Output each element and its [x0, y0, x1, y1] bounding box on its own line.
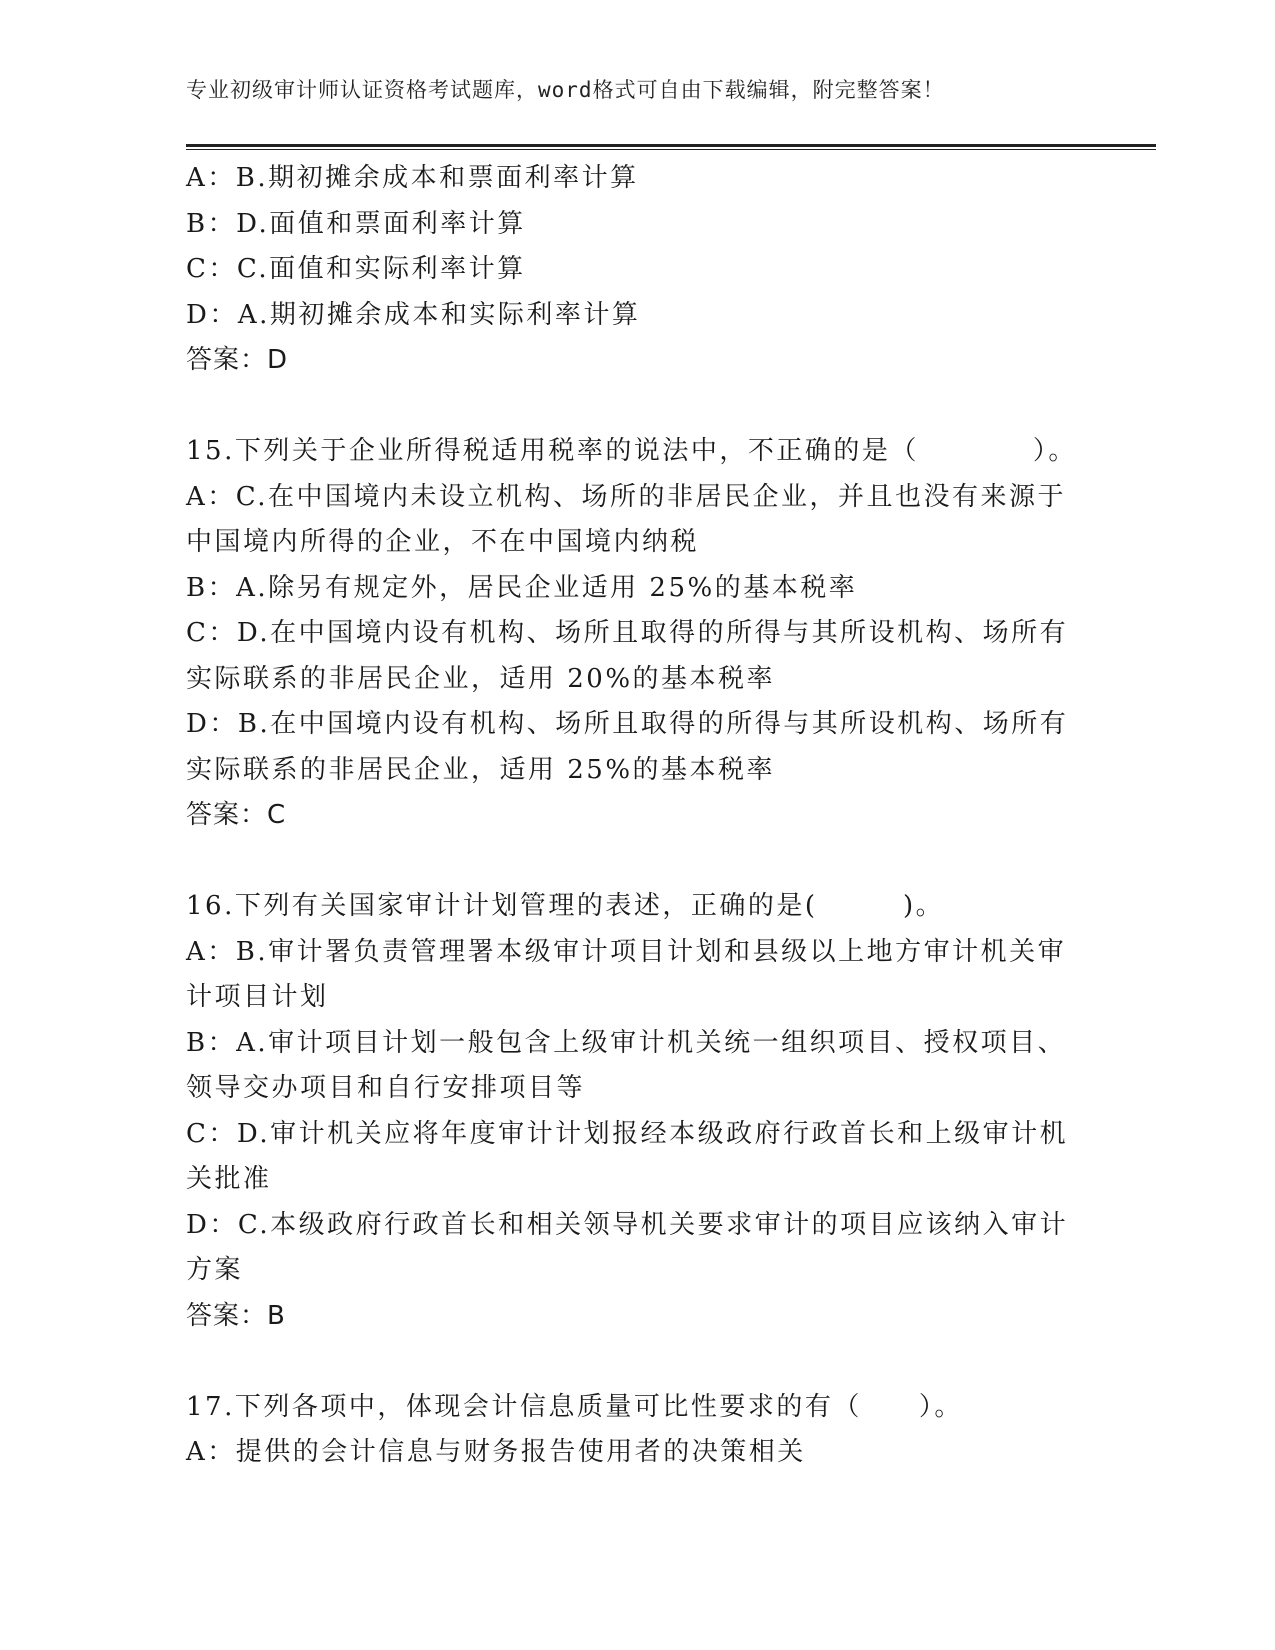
- option-line: D：A.期初摊余成本和实际利率计算: [186, 299, 641, 330]
- blank-line: [186, 384, 1086, 430]
- document-body: [186, 156, 1086, 1476]
- option-line: B：D.面值和票面利率计算: [186, 208, 526, 239]
- option-line: B：A.除另有规定外，居民企业适用 25%的基本税率: [186, 572, 858, 603]
- option-line: 实际联系的非居民企业，适用 20%的基本税率: [186, 663, 776, 694]
- question-line: 17.下列各项中，体现会计信息质量可比性要求的有（ ）。: [186, 1391, 963, 1422]
- answer-line: 答案：B: [186, 1300, 286, 1331]
- answer-line: 答案：C: [186, 800, 287, 830]
- option-line: 实际联系的非居民企业，适用 25%的基本税率: [186, 754, 776, 785]
- question-line: 16.下列有关国家审计计划管理的表述，正确的是( )。: [186, 891, 945, 921]
- blank-line: [186, 1339, 1086, 1385]
- header-rule-thin: [186, 149, 1156, 150]
- option-line: 关批准: [186, 1164, 272, 1194]
- option-line: D：B.在中国境内设有机构、场所且取得的所得与其所设机构、场所有: [186, 709, 1069, 739]
- blank-line: [186, 839, 1086, 885]
- option-line: D：C.本级政府行政首长和相关领导机关要求审计的项目应该纳入审计: [186, 1209, 1069, 1240]
- option-line: 计项目计划: [186, 982, 329, 1012]
- option-line: 领导交办项目和自行安排项目等: [186, 1073, 586, 1103]
- option-line: 方案: [186, 1255, 244, 1285]
- option-line: C：D.审计机关应将年度审计计划报经本级政府行政首长和上级审计机: [186, 1118, 1069, 1149]
- option-line: A：B.审计署负责管理署本级审计项目计划和县级以上地方审计机关审: [186, 936, 1067, 967]
- header-rule-thick: [186, 144, 1156, 147]
- option-line: B：A.审计项目计划一般包含上级审计机关统一组织项目、授权项目、: [186, 1027, 1067, 1058]
- answer-line: 答案：D: [186, 345, 289, 375]
- option-line: A：提供的会计信息与财务报告使用者的决策相关: [186, 1437, 806, 1467]
- question-line: 15.下列关于企业所得税适用税率的说法中，不正确的是（ ）。: [186, 436, 1077, 466]
- option-line: 中国境内所得的企业，不在中国境内纳税: [186, 527, 700, 557]
- option-line: C：C.面值和实际利率计算: [186, 254, 526, 284]
- option-line: A：C.在中国境内未设立机构、场所的非居民企业，并且也没有来源于: [186, 481, 1067, 512]
- option-line: C：D.在中国境内设有机构、场所且取得的所得与其所设机构、场所有: [186, 618, 1069, 648]
- option-line: A：B.期初摊余成本和票面利率计算: [186, 163, 639, 193]
- page-header: 专业初级审计师认证资格考试题库，word格式可自由下载编辑，附完整答案！: [186, 78, 945, 102]
